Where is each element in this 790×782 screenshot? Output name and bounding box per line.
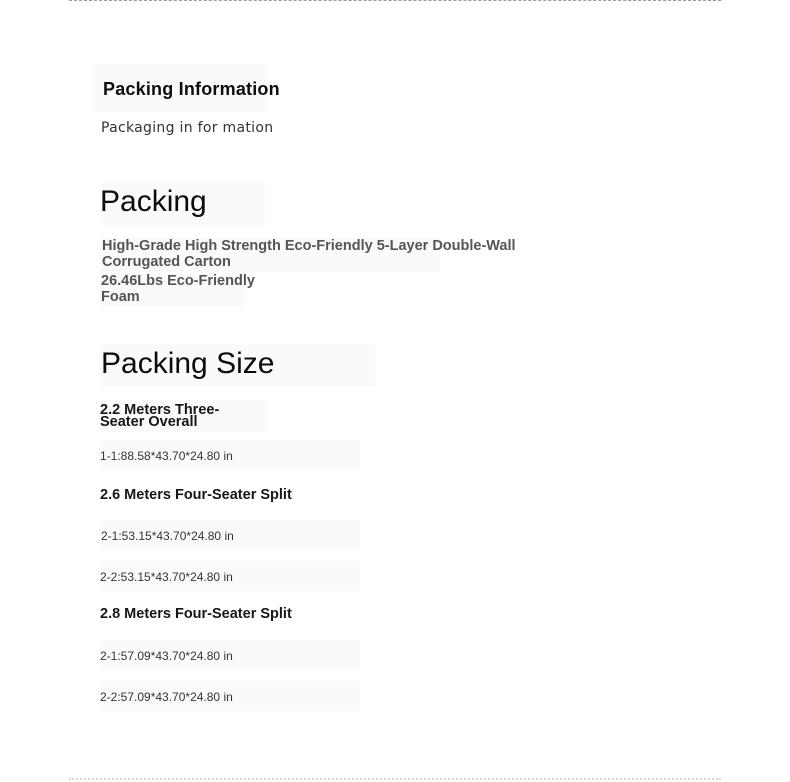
size-group-title: 2.2 Meters Three-Seater Overall <box>100 402 220 430</box>
size-dimension: 2-2:57.09*43.70*24.80 in <box>100 690 233 704</box>
size-dimension: 1-1:88.58*43.70*24.80 in <box>100 449 233 463</box>
top-dashed-divider <box>69 0 721 1</box>
size-group-title: 2.6 Meters Four-Seater Split <box>100 487 292 503</box>
bottom-dotted-divider <box>69 778 721 780</box>
packing-item-foam: 26.46Lbs Eco-Friendly Foam <box>101 273 255 305</box>
packing-size-heading: Packing Size <box>101 347 275 380</box>
size-dimension: 2-1:53.15*43.70*24.80 in <box>101 529 234 543</box>
size-dimension: 2-2:53.15*43.70*24.80 in <box>100 570 233 584</box>
packing-item-carton: High-Grade High Strength Eco-Friendly 5-Layer Double-Wall Corrugated Carton <box>102 238 516 270</box>
size-dimension: 2-1:57.09*43.70*24.80 in <box>100 649 233 663</box>
size-group-title: 2.8 Meters Four-Seater Split <box>100 606 292 622</box>
packing-information-subtitle: Packaging in for mation <box>101 120 274 136</box>
packing-information-title: Packing Information <box>103 79 280 99</box>
packing-heading: Packing <box>100 185 207 218</box>
